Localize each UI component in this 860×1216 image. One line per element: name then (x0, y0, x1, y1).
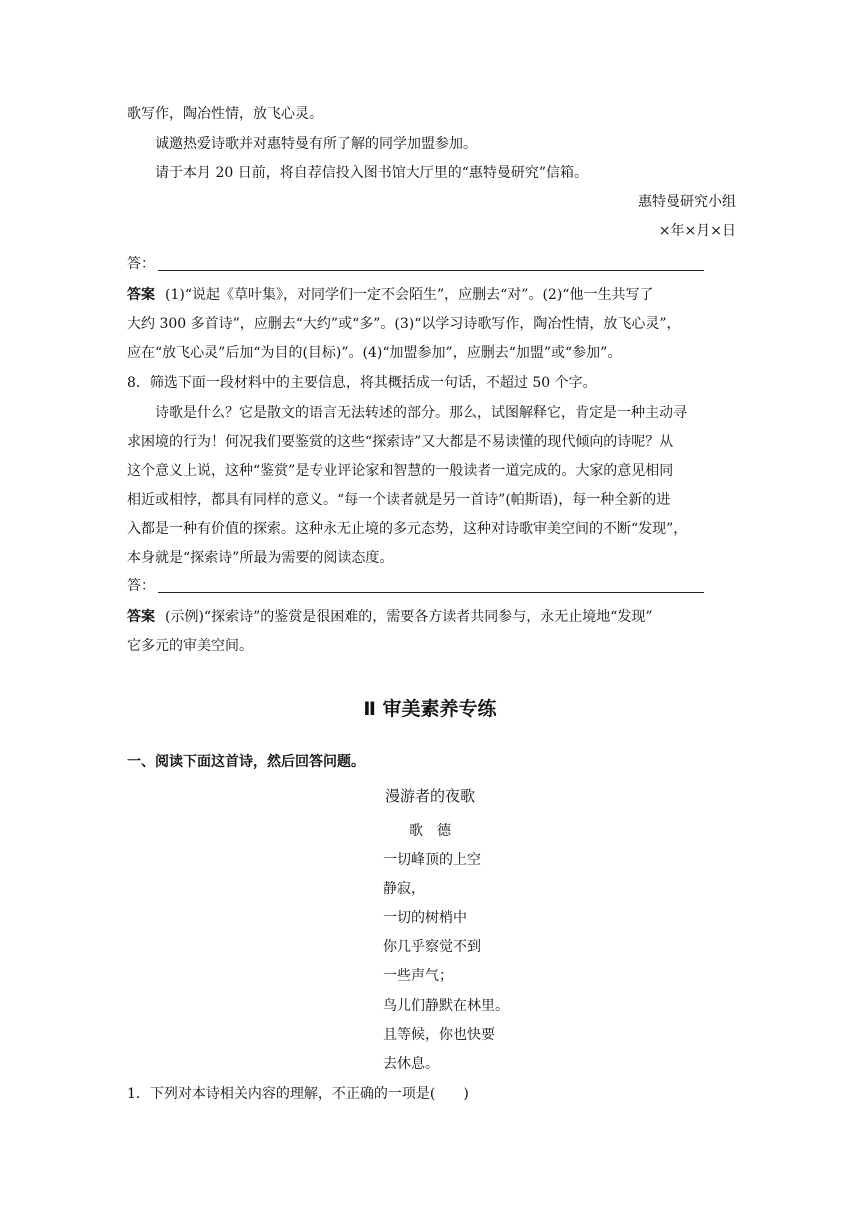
section-title: Ⅱ 审美素养专练 (363, 698, 497, 720)
q7-answer-input-line[interactable] (158, 270, 704, 271)
poem-line-3: 一切的树梢中 (383, 910, 467, 926)
q8-passage-line-5: 入都是一种有价值的探索。这种永无止境的多元态势，这种对诗歌审美空间的不断“发现”， (127, 521, 688, 537)
poem-line-7: 且等候，你也快要 (383, 1027, 495, 1043)
poem-line-8: 去休息。 (383, 1056, 439, 1072)
poem-line-1: 一切峰顶的上空 (383, 852, 481, 868)
q8-answer-block (127, 603, 737, 661)
q8-passage-line-4: 相近或相悖，都具有同样的意义。“每一个读者就是另一首诗”(帕斯语)，每一种全新的进 (127, 492, 671, 508)
q7-answer-prompt: 答： (127, 256, 155, 272)
poem-line-6: 鸟儿们静默在林里。 (383, 998, 509, 1014)
notice-invitation: 诚邀热爱诗歌并对惠特曼有所了解的同学加盟参加。 (155, 136, 477, 152)
q8-passage-line-6: 本身就是“探索诗”所最为需要的阅读态度。 (127, 550, 394, 566)
poem-title: 漫游者的夜歌 (384, 787, 475, 805)
q8-answer-line-1: 答案 (示例)“探索诗”的鉴赏是很困难的，需要各方读者共同参与，永无止境地“发现” (127, 609, 653, 625)
notice-deadline: 请于本月 20 日前，将自荐信投入图书馆大厅里的“惠特曼研究”信箱。 (155, 165, 589, 181)
notice-text-continued: 歌写作，陶冶性情，放飞心灵。 (127, 106, 323, 122)
q8-passage-line-1: 诗歌是什么？它是散文的语言无法转述的部分。那么，试图解释它，肯定是一种主动寻 (155, 405, 687, 421)
notice-date: ×年×月×日 (658, 223, 736, 239)
q8-passage-line-2: 求困境的行为！何况我们要鉴赏的这些“探索诗”又大都是不易读懂的现代倾向的诗呢？从 (127, 434, 674, 450)
q7-answer-label: 答案 (127, 287, 155, 303)
question-1: 1．下列对本诗相关内容的理解，不正确的一项是( ) (127, 1086, 469, 1102)
q7-answer-line-2: 大约 300 多首诗”，应删去“大约”或“多”。(3)“以学习诗歌写作，陶冶性情，放飞心灵”， (127, 316, 681, 332)
poem-line-4: 你几乎察觉不到 (383, 939, 481, 955)
q7-answer-line-3: 应在“放飞心灵”后加“为目的(目标)”。(4)“加盟参加”，应删去“加盟”或“参加”。 (127, 345, 622, 361)
q8-answer-label: 答案 (127, 609, 155, 625)
q8-passage (127, 399, 737, 573)
q8-answer-prompt: 答： (127, 578, 155, 594)
q7-answer-block (127, 281, 737, 368)
poem-author: 歌 德 (409, 823, 451, 839)
q8-answer-input-line[interactable] (158, 592, 704, 593)
q7-answer-line-1: 答案 (1)“说起《草叶集》，对同学们一定不会陌生”，应删去“对”。(2)“他一生共写了 (127, 287, 654, 303)
poem-line-5: 一些声气； (383, 968, 453, 984)
part1-heading: 一、阅读下面这首诗，然后回答问题。 (127, 754, 365, 770)
q8-stem: 8．筛选下面一段材料中的主要信息，将其概括成一句话，不超过 50 个字。 (127, 375, 597, 391)
q8-passage-line-3: 这个意义上说，这种“鉴赏”是专业评论家和智慧的一般读者一道完成的。大家的意见相同 (127, 463, 674, 479)
poem-line-2: 静寂， (383, 881, 425, 897)
notice-signature: 惠特曼研究小组 (638, 194, 736, 210)
q8-answer-line-2: 它多元的审美空间。 (127, 638, 253, 654)
